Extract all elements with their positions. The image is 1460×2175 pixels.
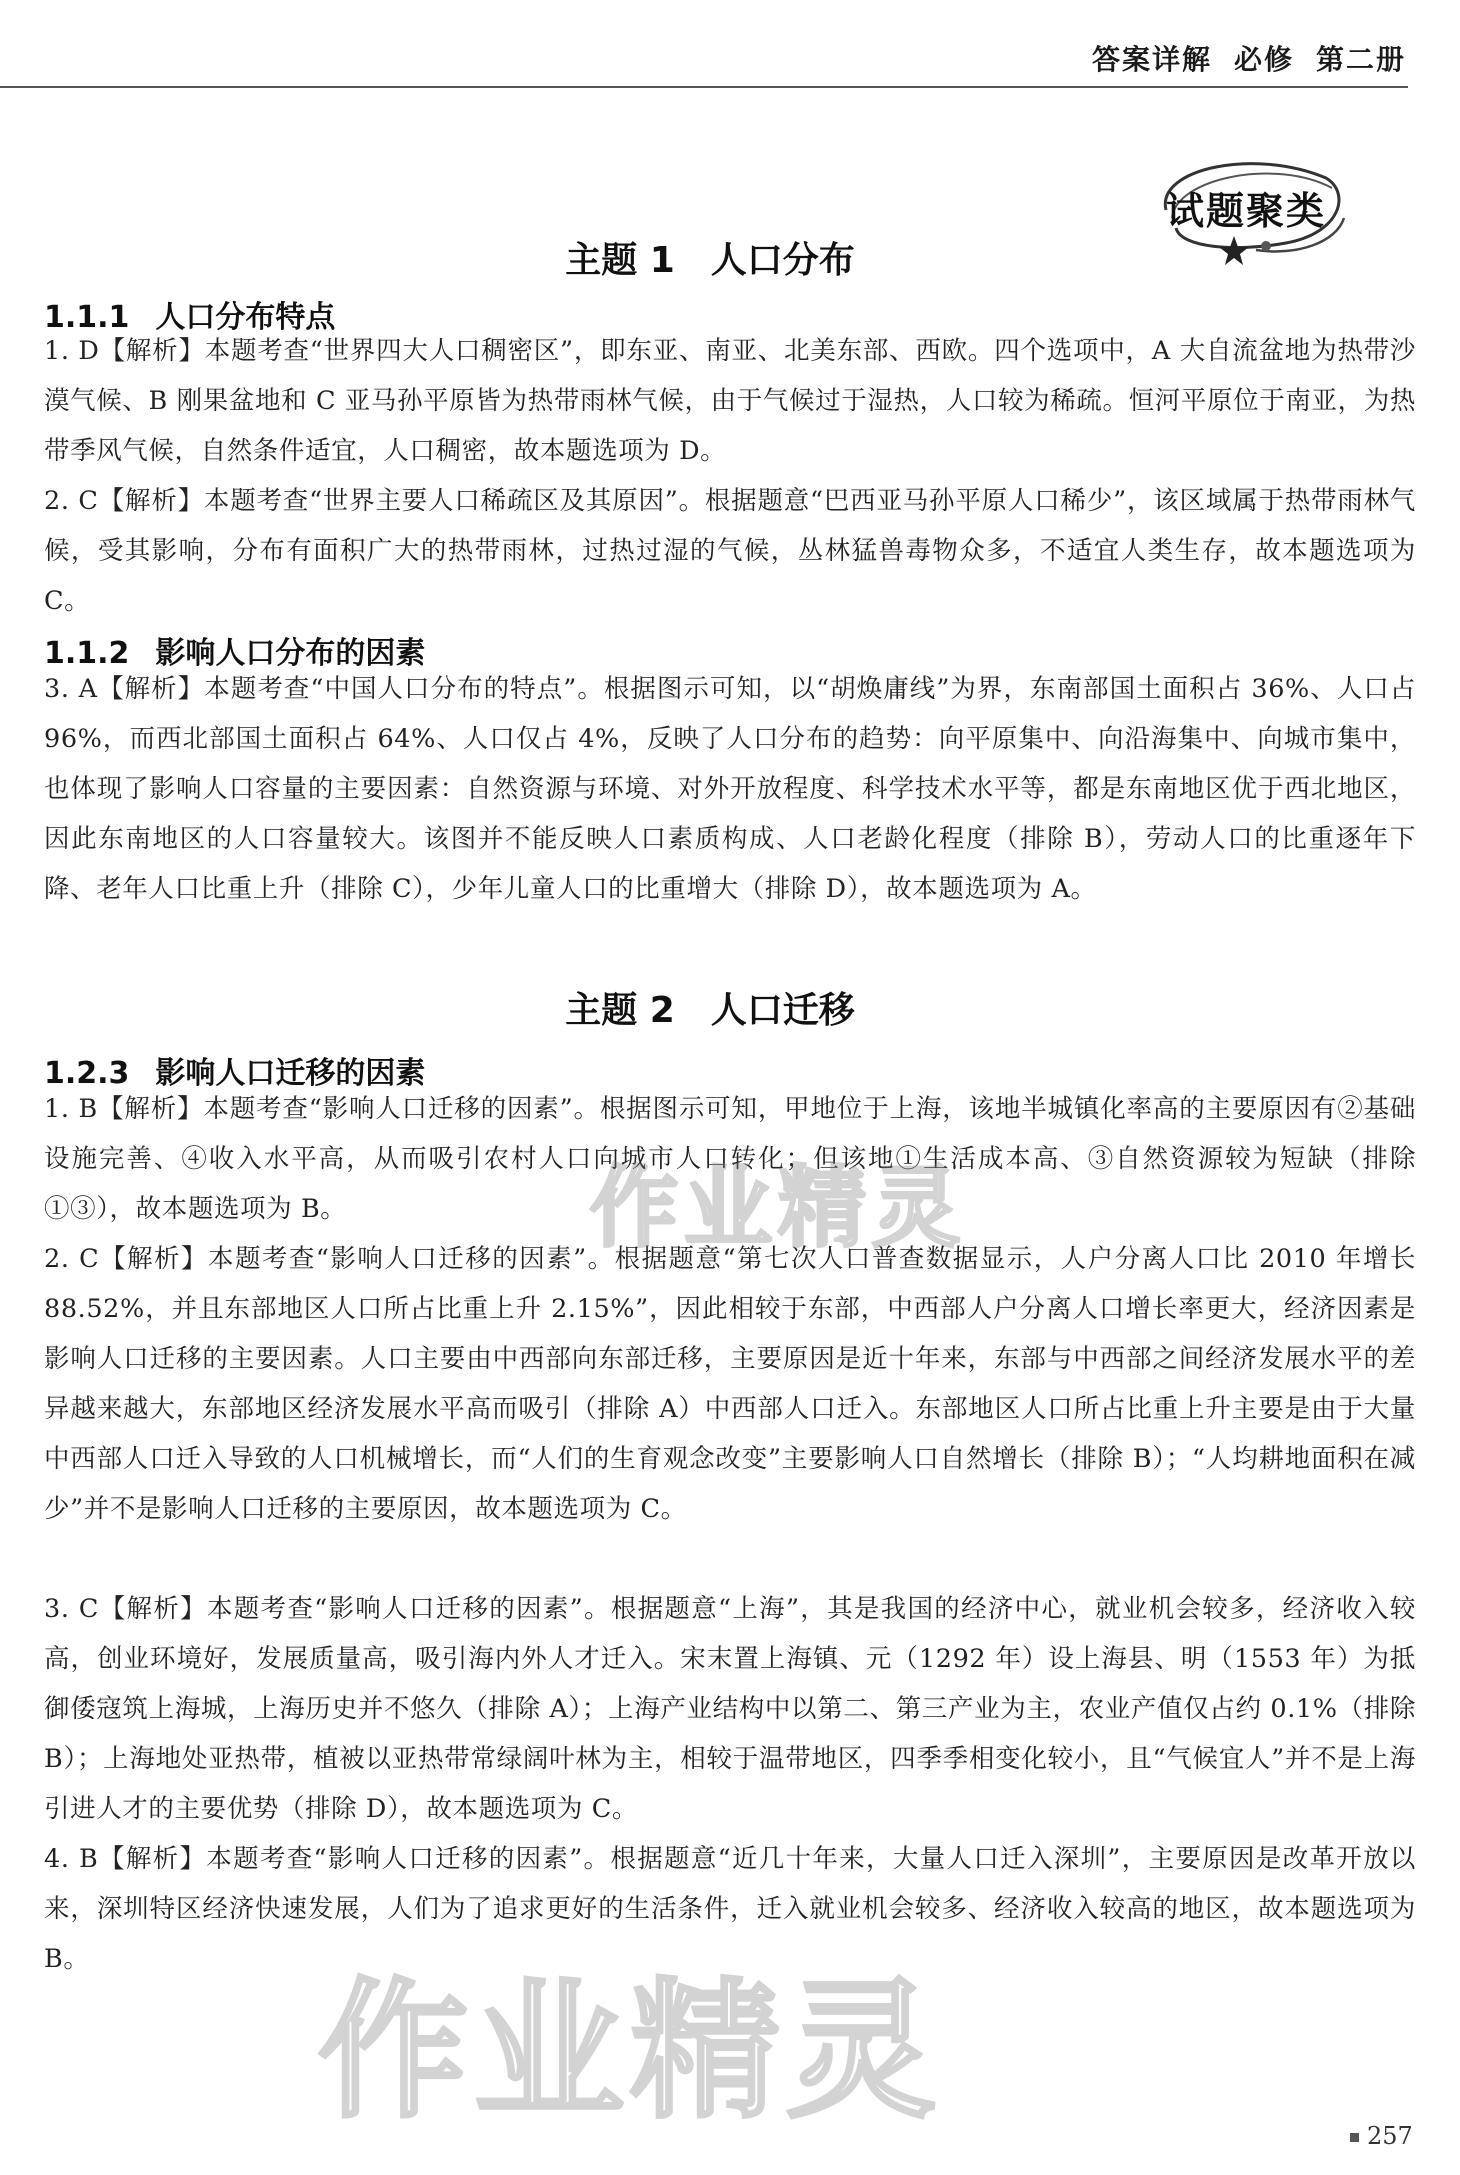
topic1-title: 主题 1 人口分布 — [565, 240, 855, 281]
answer-paragraph: 3. C【解析】本题考查“影响人口迁移的因素”。根据题意“上海”，其是我国的经济中心，就业机会较多，经济收入较高，创业环境好，发展质量高，吸引海内外人才迁入。宋末置上海镇、元（1292 年）设上海县、明（1553 年）为抵御倭寇筑上海城，上海历史并不悠久（排除 A）；上海产业结构中以第二、第三产业为主，农业产值仅占约 0.1%（排除 B）；上海地处亚热带，植被以亚热带常绿阔叶林为主，相较于温带地区，四季季相变化较小，且“气候宜人”并不是上海引进人才的主要优势（排除 D），故本题选项为 C。 — [44, 1594, 1416, 1824]
badge-label: 试题聚类 — [1165, 189, 1326, 233]
answer-paragraph: 1. D【解析】本题考查“世界四大人口稠密区”，即东亚、南亚、北美东部、西欧。四个选项中，A 大自流盆地为热带沙漠气候、B 刚果盆地和 C 亚马孙平原皆为热带雨林气候，由于气候过于湿热，人口较为稀疏。恒河平原位于南亚，为热带季风气候，自然条件适宜，人口稠密，故本题选项为 D。 — [44, 336, 1416, 466]
page-number-value: 257 — [1367, 2122, 1413, 2150]
topic2-title: 主题 2 人口迁移 — [565, 990, 855, 1031]
watermark-text: 作业精灵 — [590, 1156, 967, 1259]
page-number — [1350, 2122, 1413, 2150]
answer-paragraph: 2. C【解析】本题考查“影响人口迁移的因素”。根据题意“第七次人口普查数据显示，人户分离人口比 2010 年增长 88.52%，并且东部地区人口所占比重上升 2.15%”，因此相较于东部，中西部人户分离人口增长率更大，经济因素是影响人口迁移的主要因素。人口主要由中西部向东部迁移，主要原因是近十年来，东部与中西部之间经济发展水平的差异越来越大，东部地区经济发展水平高而吸引（排除 A）中西部人口迁入。东部地区人口所占比重上升主要是由于大量中西部人口迁入导致的人口机械增长，而“人们的生育观念改变”主要影响人口自然增长（排除 B）；“人均耕地面积在减少”并不是影响人口迁移的主要原因，故本题选项为 C。 — [44, 1244, 1416, 1524]
answer-paragraph: 4. B【解析】本题考查“影响人口迁移的因素”。根据题意“近几十年来，大量人口迁入深圳”，主要原因是改革开放以来，深圳特区经济快速发展，人们为了追求更好的生活条件，迁入就业机会较多、经济收入较高的地区，故本题选项为 B。 — [44, 1844, 1416, 1974]
section-title: 影响人口迁移的因素 — [155, 1056, 426, 1091]
header-course-label: 必修 — [1233, 43, 1294, 76]
answer-paragraph: 2. C【解析】本题考查“世界主要人口稀疏区及其原因”。根据题意“巴西亚马孙平原人口稀少”，该区域属于热带雨林气候，受其影响，分布有面积广大的热带雨林，过热过湿的气候，丛林猛兽毒物众多，不适宜人类生存，故本题选项为 C。 — [44, 486, 1416, 616]
section-title: 人口分布特点 — [155, 300, 336, 335]
header-answer-label: 答案详解 — [1091, 43, 1212, 76]
section-title: 影响人口分布的因素 — [155, 636, 426, 671]
answer-paragraph: 1. B【解析】本题考查“影响人口迁移的因素”。根据图示可知，甲地位于上海，该地半城镇化率高的主要原因有②基础设施完善、④收入水平高，从而吸引农村人口向城市人口转化；但该地①生活成本高、③自然资源较为短缺（排除①③），故本题选项为 B。 — [44, 1094, 1416, 1224]
watermark-text: 作业精灵 — [318, 1965, 943, 2139]
square-bullet-icon — [1350, 2133, 1359, 2142]
answer-paragraph: 3. A【解析】本题考查“中国人口分布的特点”。根据图示可知，以“胡焕庸线”为界，东南部国土面积占 36%、人口占 96%，而西北部国土面积占 64%、人口仅占 4%，反映了人口分布的趋势：向平原集中、向沿海集中、向城市集中，也体现了影响人口容量的主要因素：自然资源与环境、对外开放程度、科学技术水平等，都是东南地区优于西北地区，因此东南地区的人口容量较大。该图并不能反映人口素质构成、人口老龄化程度（排除 B），劳动人口的比重逐年下降、老年人口比重上升（排除 C），少年儿童人口的比重增大（排除 D），故本题选项为 A。 — [44, 674, 1416, 904]
header-volume-label: 第二册 — [1315, 43, 1406, 76]
section-number: 1.1.1 — [44, 300, 130, 335]
section-number: 1.2.3 — [44, 1056, 130, 1091]
section-number: 1.1.2 — [44, 636, 130, 671]
